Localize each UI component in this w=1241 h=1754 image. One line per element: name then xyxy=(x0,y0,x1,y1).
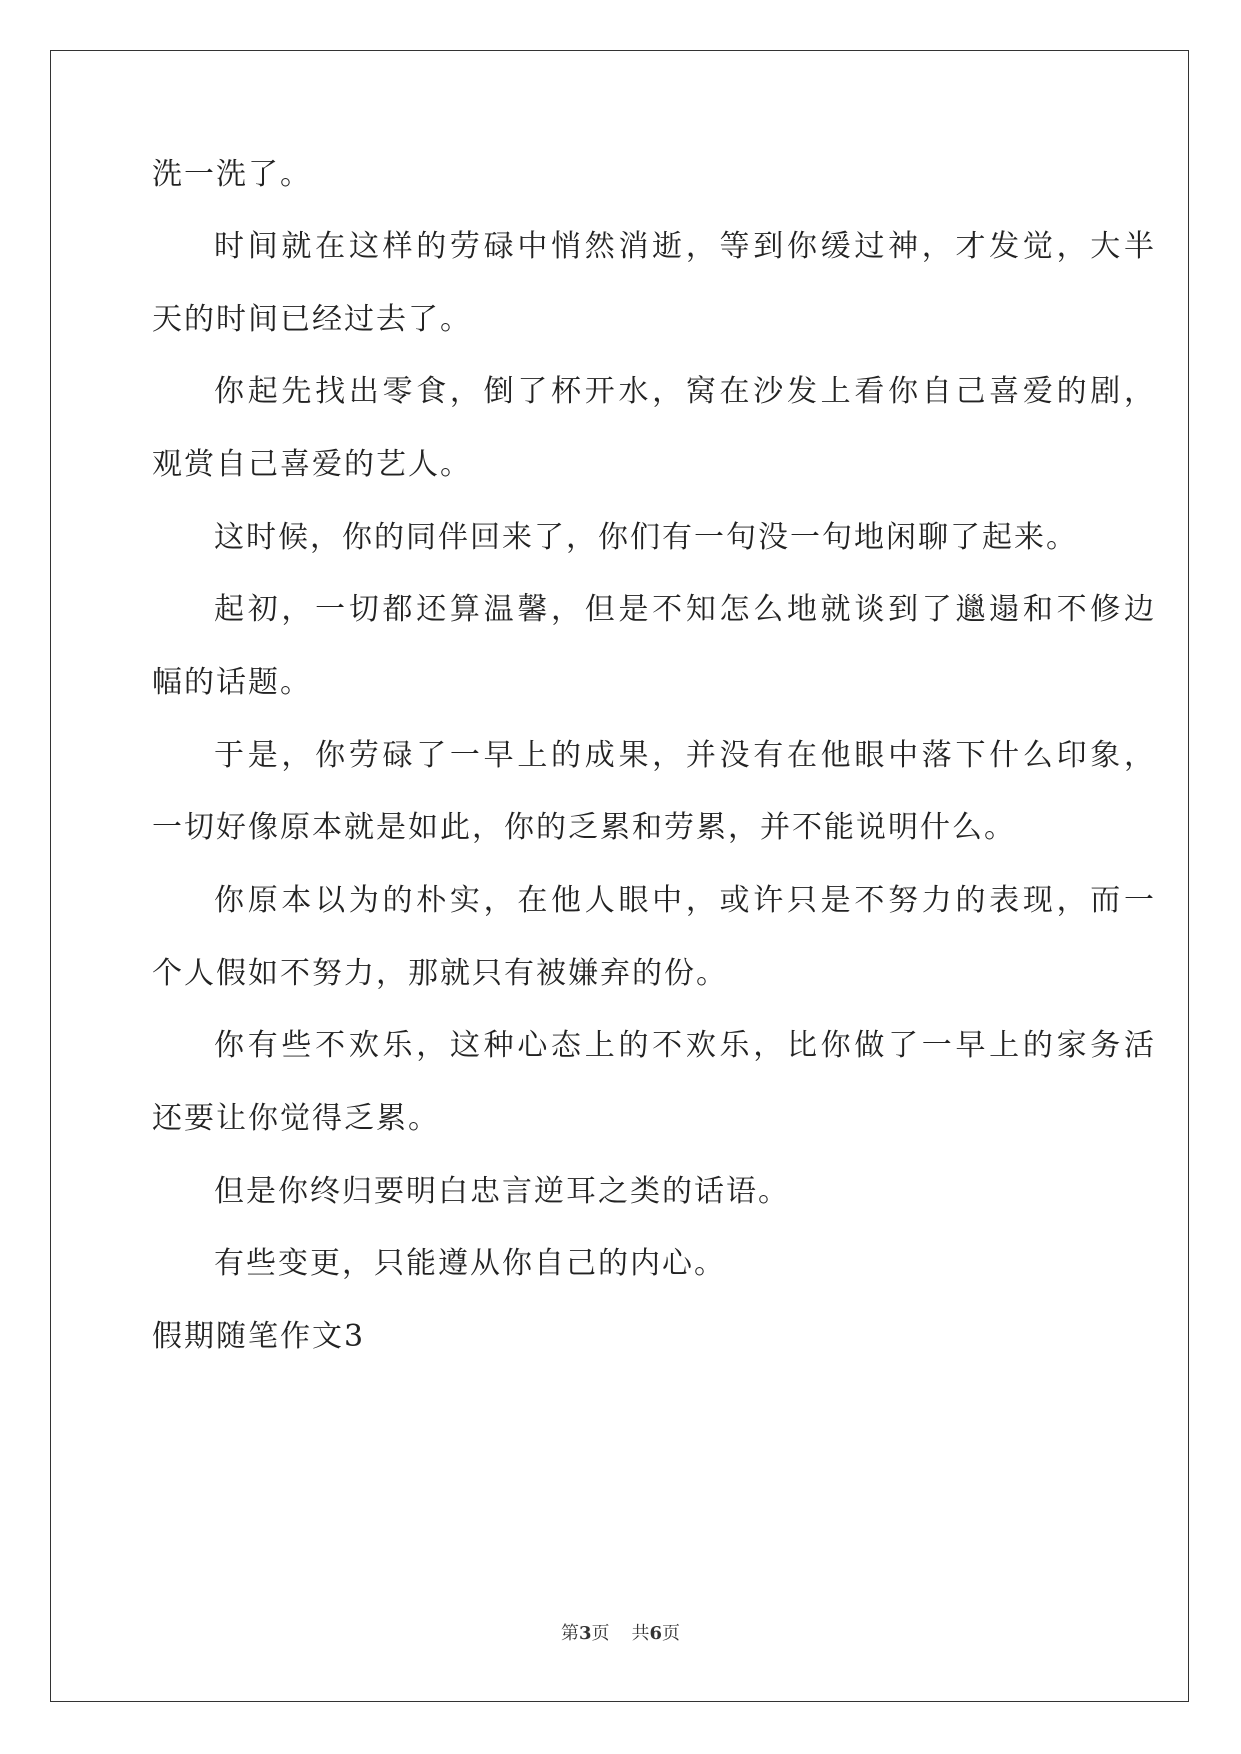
text-line: 观赏自己喜爱的艺人。 xyxy=(152,447,472,482)
text-line: 还要让你觉得乏累。 xyxy=(152,1101,440,1136)
page-frame xyxy=(50,50,1189,1702)
text-line: 你起先找出零食，倒了杯开水，窝在沙发上看你自己喜爱的剧， xyxy=(214,374,1154,409)
text-line: 但是你终归要明白忠言逆耳之类的话语。 xyxy=(214,1174,790,1209)
page-total: 6 xyxy=(649,1623,663,1644)
page-prefix: 第 xyxy=(560,1623,579,1644)
text-line: 一切好像原本就是如此，你的乏累和劳累，并不能说明什么。 xyxy=(152,810,1016,845)
text-line: 有些变更，只能遵从你自己的内心。 xyxy=(214,1246,726,1281)
text-line: 个人假如不努力，那就只有被嫌弃的份。 xyxy=(152,956,728,991)
total-prefix: 共 xyxy=(631,1623,650,1644)
text-line: 这时候，你的同伴回来了，你们有一句没一句地闲聊了起来。 xyxy=(214,520,1078,555)
page-footer xyxy=(0,1622,1241,1646)
text-line: 于是，你劳碌了一早上的成果，并没有在他眼中落下什么印象， xyxy=(214,738,1154,773)
page-unit: 页 xyxy=(591,1623,610,1644)
text-line: 你原本以为的朴实，在他人眼中，或许只是不努力的表现，而一 xyxy=(214,883,1154,918)
text-line: 幅的话题。 xyxy=(152,665,312,700)
text-line: 起初，一切都还算温馨，但是不知怎么地就谈到了邋遢和不修边 xyxy=(214,592,1154,627)
text-line: 时间就在这样的劳碌中悄然消逝，等到你缓过神，才发觉，大半 xyxy=(214,229,1154,264)
text-line: 洗一洗了。 xyxy=(152,157,312,192)
text-line: 天的时间已经过去了。 xyxy=(152,302,472,337)
section-heading: 假期随笔作文3 xyxy=(152,1319,366,1354)
text-line: 你有些不欢乐，这种心态上的不欢乐，比你做了一早上的家务活 xyxy=(214,1028,1154,1063)
total-unit: 页 xyxy=(662,1623,681,1644)
page-current: 3 xyxy=(578,1623,592,1644)
